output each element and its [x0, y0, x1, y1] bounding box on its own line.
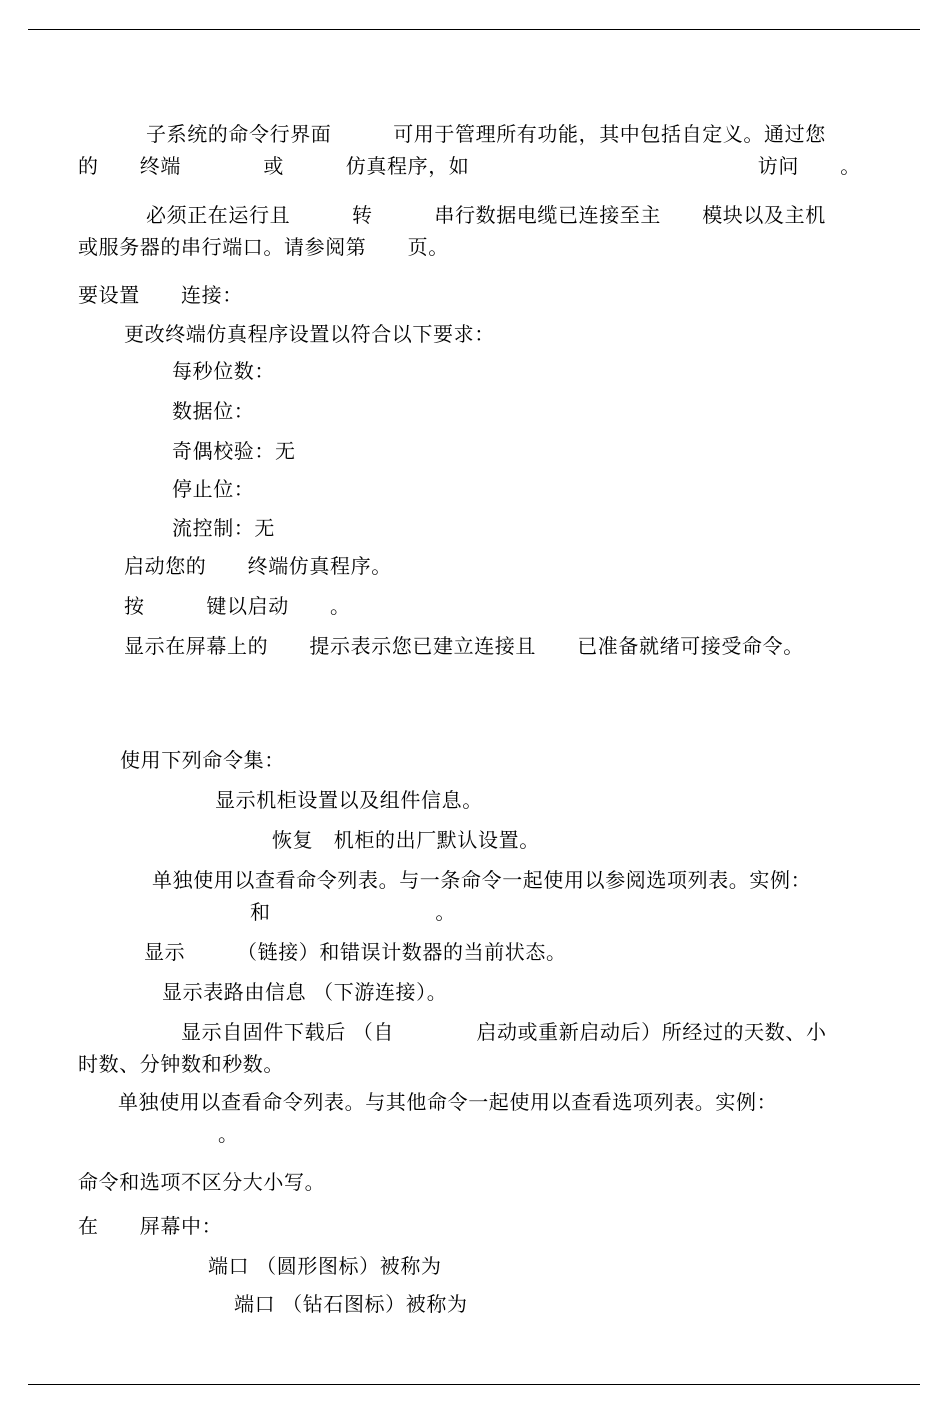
prereq-line-1: 必须正在运行且 转 串行数据电缆已连接至主 模块以及主机 [146, 203, 826, 227]
command-question-line-1: 单独使用以查看命令列表。与其他命令一起使用以查看选项列表。实例： [118, 1090, 778, 1114]
command-uptime-line-2: 时数、分钟数和秒数。 [78, 1052, 284, 1076]
setting-bits-per-second: 每秒位数： [172, 359, 275, 383]
setup-step-3: 按 键以启动 。 [124, 594, 351, 618]
setting-stop-bits: 停止位： [172, 477, 255, 501]
port-circle-note: 端口 （圆形图标）被称为 [208, 1254, 442, 1278]
screen-note: 在 屏幕中： [78, 1214, 223, 1238]
command-help-line-1: 单独使用以查看命令列表。与一条命令一起使用以参阅选项列表。实例： [152, 868, 812, 892]
top-rule [28, 29, 920, 30]
setup-heading: 要设置 连接： [78, 283, 243, 307]
setup-step-1: 更改终端仿真程序设置以符合以下要求： [124, 322, 495, 346]
bottom-rule [28, 1384, 920, 1385]
command-uptime-line-1: 显示自固件下载后 （自 启动或重新启动后）所经过的天数、小 [181, 1020, 827, 1044]
commands-heading: 使用下列命令集： [120, 748, 285, 772]
setup-step-2: 启动您的 终端仿真程序。 [124, 554, 392, 578]
setting-parity: 奇偶校验：无 [172, 439, 296, 463]
port-diamond-note: 端口 （钻石图标）被称为 [234, 1292, 468, 1316]
setup-step-4: 显示在屏幕上的 提示表示您已建立连接且 已准备就绪可接受命令。 [124, 634, 804, 658]
command-link-description: 显示 （链接）和错误计数器的当前状态。 [144, 940, 567, 964]
setting-data-bits: 数据位： [172, 399, 255, 423]
intro-line-2: 的 终端 或 仿真程序，如 访问 。 [78, 154, 861, 178]
case-note: 命令和选项不区分大小写。 [78, 1170, 326, 1194]
command-route-description: 显示表路由信息 （下游连接）。 [162, 980, 448, 1004]
intro-line-1: 子系统的命令行界面 可用于管理所有功能，其中包括自定义。通过您 [146, 122, 826, 146]
command-help-line-2: 和 。 [250, 900, 456, 924]
setting-flow-control: 流控制：无 [172, 516, 275, 540]
command-question-line-2: 。 [218, 1122, 239, 1146]
prereq-line-2: 或服务器的串行端口。请参阅第 页。 [78, 235, 449, 259]
command-show-description: 显示机柜设置以及组件信息。 [215, 788, 483, 812]
command-restore-description: 恢复 机柜的出厂默认设置。 [272, 828, 540, 852]
